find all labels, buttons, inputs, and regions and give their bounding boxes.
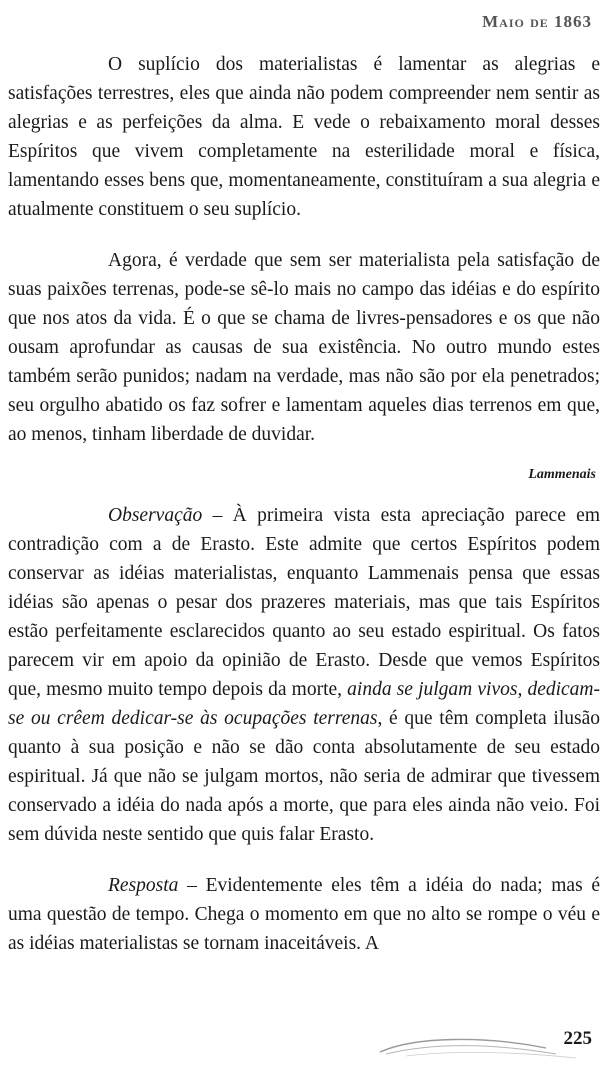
running-header: Maio de 1863: [482, 12, 592, 31]
paragraph-free-thinkers: Agora, é verdade que sem ser materialista pela satisfação de suas paixões terrenas, pode-se sê-lo mais no campo das idéias e do espírito que nos atos da vida. É o que se chama de livres-pensadores e os que não ousam aprofundar as causas de sua existência. No outro mundo estes também serão punidos; nadam na verdade, mas não são por ela penetrados; seu orgulho abatido os faz sofrer e lamentam aqueles dias terrenos em que, ao menos, tinham liberdade de duvidar.: [8, 250, 600, 445]
paragraph-response: [8, 871, 600, 958]
response-text: Evidentemente eles têm a idéia do nada; mas é uma questão de tempo. Chega o momento em que no alto se rompe o véu e as idéias materialistas se tornam inaceitáveis. A: [8, 875, 601, 954]
page-footer: [376, 1022, 596, 1062]
page-number: 225: [563, 1028, 592, 1049]
page-body: [8, 50, 600, 958]
paragraph-gap: [8, 485, 600, 501]
book-page: [8, 0, 600, 1066]
paragraph-gap: [8, 849, 600, 871]
signature-lammenais: Lammenais: [528, 467, 596, 482]
paragraph-materialists-torment: O suplício dos materialistas é lamentar as alegrias e satisfações terrestres, eles que ainda não podem compreender nem sentir as alegrias e as perfeições da alma. E vede o rebaixamento moral desses Espíritos que vivem completamente na esterilidade moral e física, lamentando esses bens que, momentaneamente, constituíram a sua alegria e atualmente constituem o seu suplício.: [8, 54, 600, 220]
observation-text-after: , é que têm completa ilusão quanto à sua posição e não se dão conta absolutamente de seu estado espiritual. Já que não se julgam mortos, não seria de admirar que tivessem conservado a idéia do nada após a morte, que para eles ainda não veio. Foi sem dúvida neste sentido que quis falar Erasto.: [8, 708, 600, 845]
response-dash: –: [178, 875, 206, 896]
observation-lead: Observação: [108, 505, 203, 526]
response-lead: Resposta: [108, 875, 179, 896]
observation-text-before: À primeira vista esta apreciação parece em contradição com a de Erasto. Este admite que certos Espíritos podem conservar as idéias materialistas, enquanto Lammenais pensa que essas idéias são apenas o pesar dos prazeres materiais, mas que tais Espíritos estão perfeitamente esclarecidos quanto ao seu estado espiritual. Os fatos parecem vir em apoio da opinião de Erasto. Desde que vemos Espíritos que, mesmo muito tempo depois da morte,: [8, 505, 601, 700]
paragraph-gap: [8, 449, 600, 465]
paragraph-gap: [8, 224, 600, 246]
observation-dash: –: [202, 505, 233, 526]
observation-italic-text: ainda se julgam vivos, dedicam-se ou crêem dedicar-se às ocupações terrenas: [8, 679, 601, 729]
paragraph-observation: [8, 501, 600, 849]
